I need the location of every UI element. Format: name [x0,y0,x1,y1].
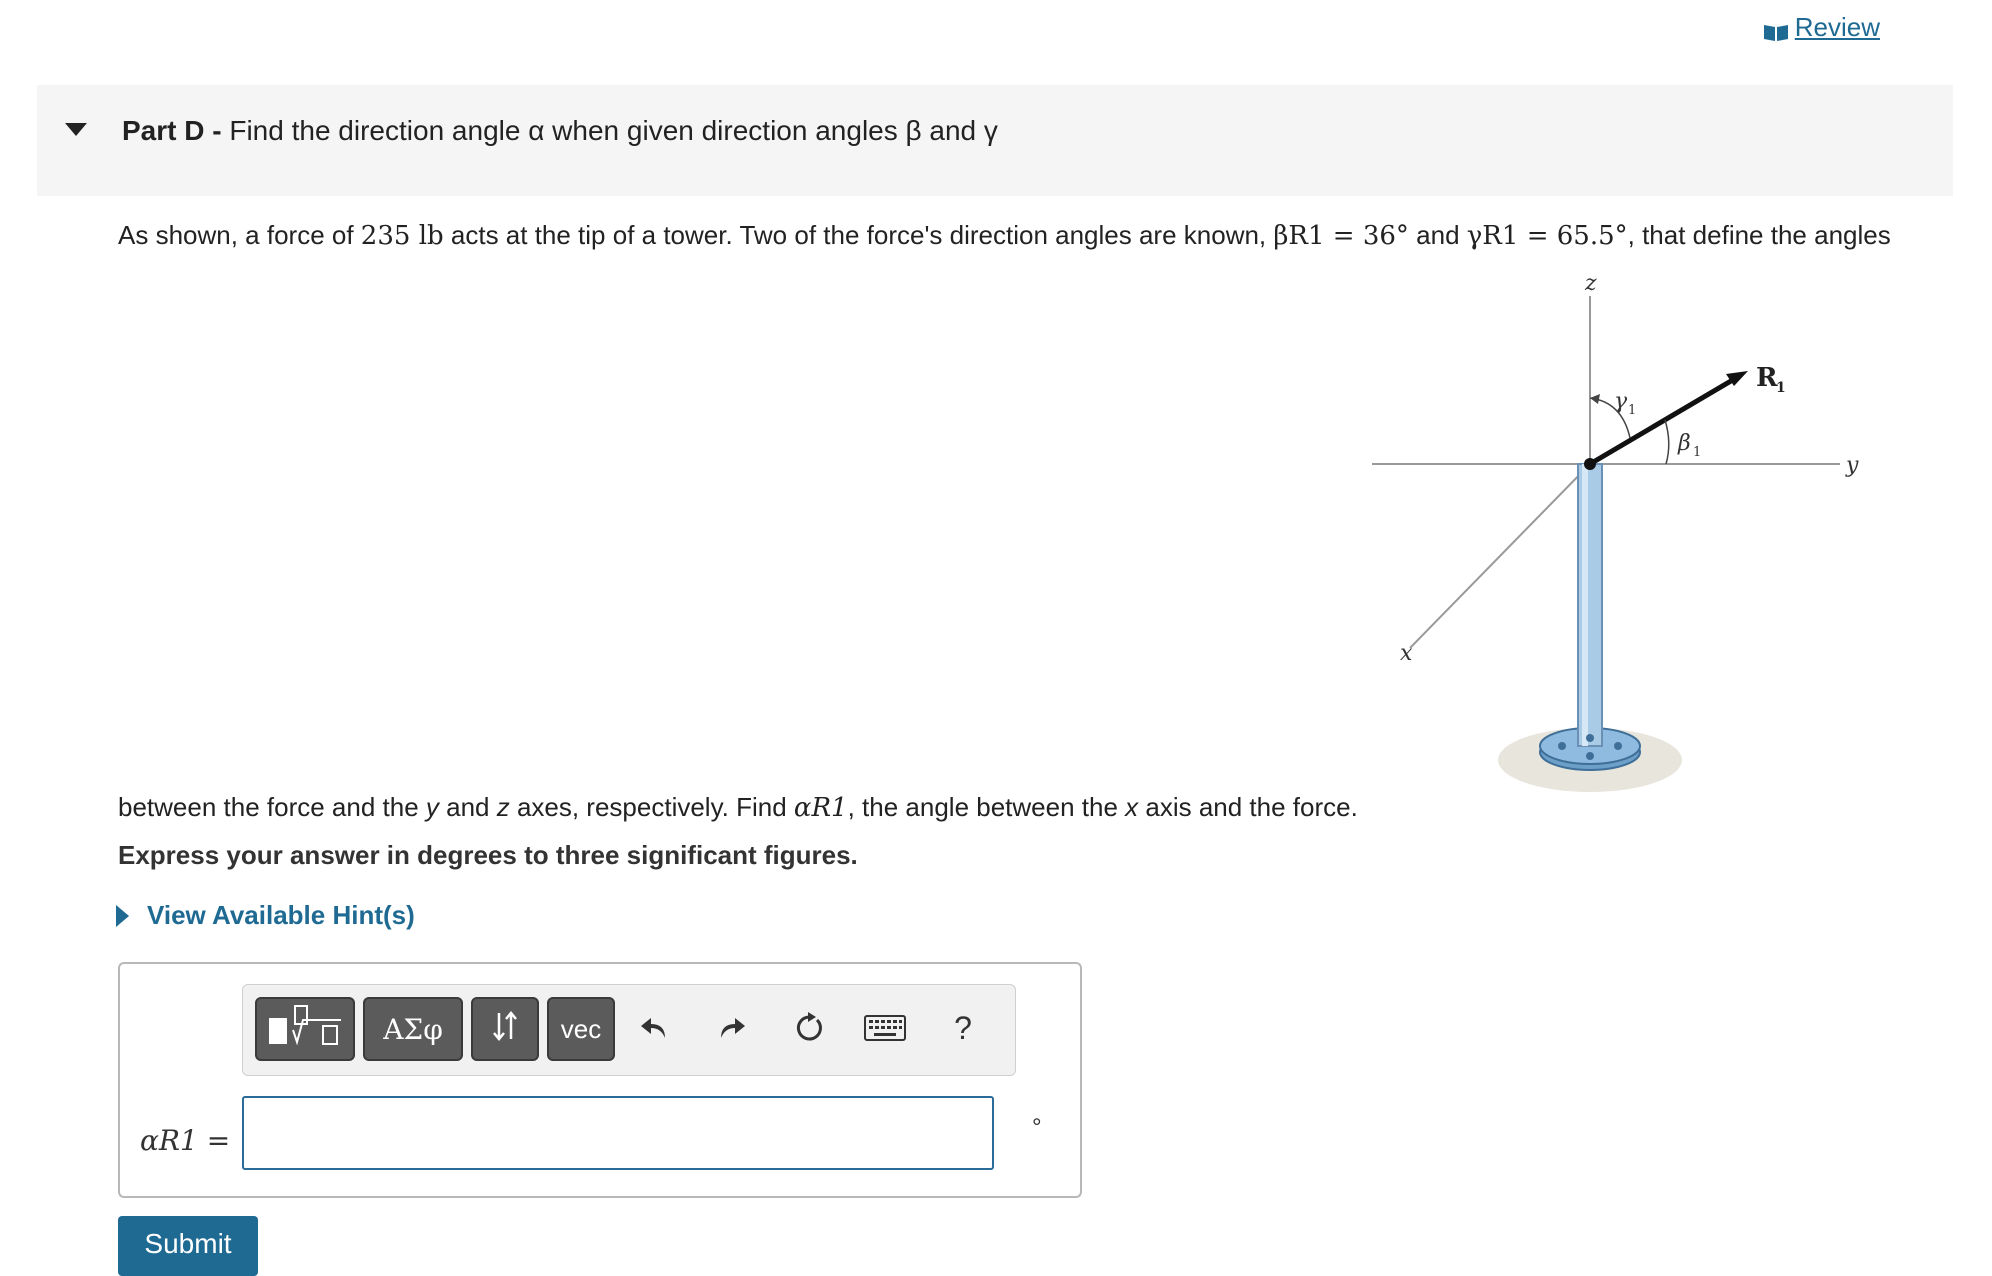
part-label: Part D - [122,115,222,146]
math-toolbar [242,984,1016,1076]
keyboard-icon[interactable] [859,1003,911,1053]
answer-input[interactable] [242,1096,994,1170]
degree-unit: ° [1032,1114,1042,1141]
book-icon [1763,18,1789,38]
problem-text-3: and [1408,220,1467,250]
hint-label: View Available Hint(s) [147,900,415,930]
undo-icon[interactable] [633,1003,677,1053]
vector-button[interactable]: vec [547,997,615,1061]
tower-force-figure [1360,268,1880,808]
help-button[interactable]: ? [954,1009,972,1046]
x-axis-ref: x [1125,792,1139,822]
problem-text-9: axis and the force. [1138,792,1358,822]
fraction-sqrt-icon [265,1002,345,1057]
beta-label: β [1678,431,1691,456]
alpha-ref: αR1 [793,793,848,823]
expand-triangle-icon [116,905,129,927]
x-axis-label: x [1400,641,1413,666]
review-link[interactable] [1763,12,1880,43]
problem-text-continued [118,787,1358,828]
force-r-label: R [1756,363,1778,393]
gamma-subscript: 1 [1628,403,1637,418]
answer-box [118,962,1082,1198]
alpha-answer-label: αR1 = [140,1124,231,1157]
z-axis-ref: z [496,792,510,822]
view-hints-link[interactable] [116,900,415,931]
force-r-subscript: 1 [1776,380,1786,396]
problem-text-6: and [438,792,497,822]
problem-text [118,215,1958,256]
collapse-caret-icon[interactable] [65,123,87,136]
problem-text-8: , the angle between the [847,792,1126,822]
instruction-text: Express your answer in degrees to three significant figures. [118,840,858,870]
problem-text-7: axes, respectively. Find [509,792,794,822]
problem-text-1: As shown, a force of [118,220,361,250]
part-title [122,115,998,147]
part-title-text: Find the direction angle α when given direction angles β and γ [229,115,998,146]
problem-text-2: acts at the tip of a tower. Two of the force's direction angles are known, [443,220,1274,250]
reset-icon[interactable] [787,1003,831,1053]
y-axis-ref: y [425,792,439,822]
subscript-superscript-button[interactable] [471,997,539,1061]
redo-icon[interactable] [709,1003,753,1053]
problem-text-4: , that define the angles [1627,220,1891,250]
part-header[interactable] [37,85,1953,196]
beta-equation: βR1 = 36° [1273,221,1409,251]
submit-button[interactable]: Submit [118,1216,258,1276]
beta-subscript: 1 [1693,445,1702,460]
greek-symbols-button[interactable]: ΑΣφ [363,997,463,1061]
updown-arrows-icon [490,1009,520,1050]
force-value: 235 lb [360,221,444,251]
gamma-equation: γR1 = 65.5° [1466,221,1628,251]
templates-button[interactable] [255,997,355,1061]
z-axis-label: z [1585,271,1597,296]
y-axis-label: y [1846,453,1859,478]
problem-text-5: between the force and the [118,792,426,822]
gamma-label: γ [1614,389,1628,414]
review-label: Review [1794,12,1880,42]
